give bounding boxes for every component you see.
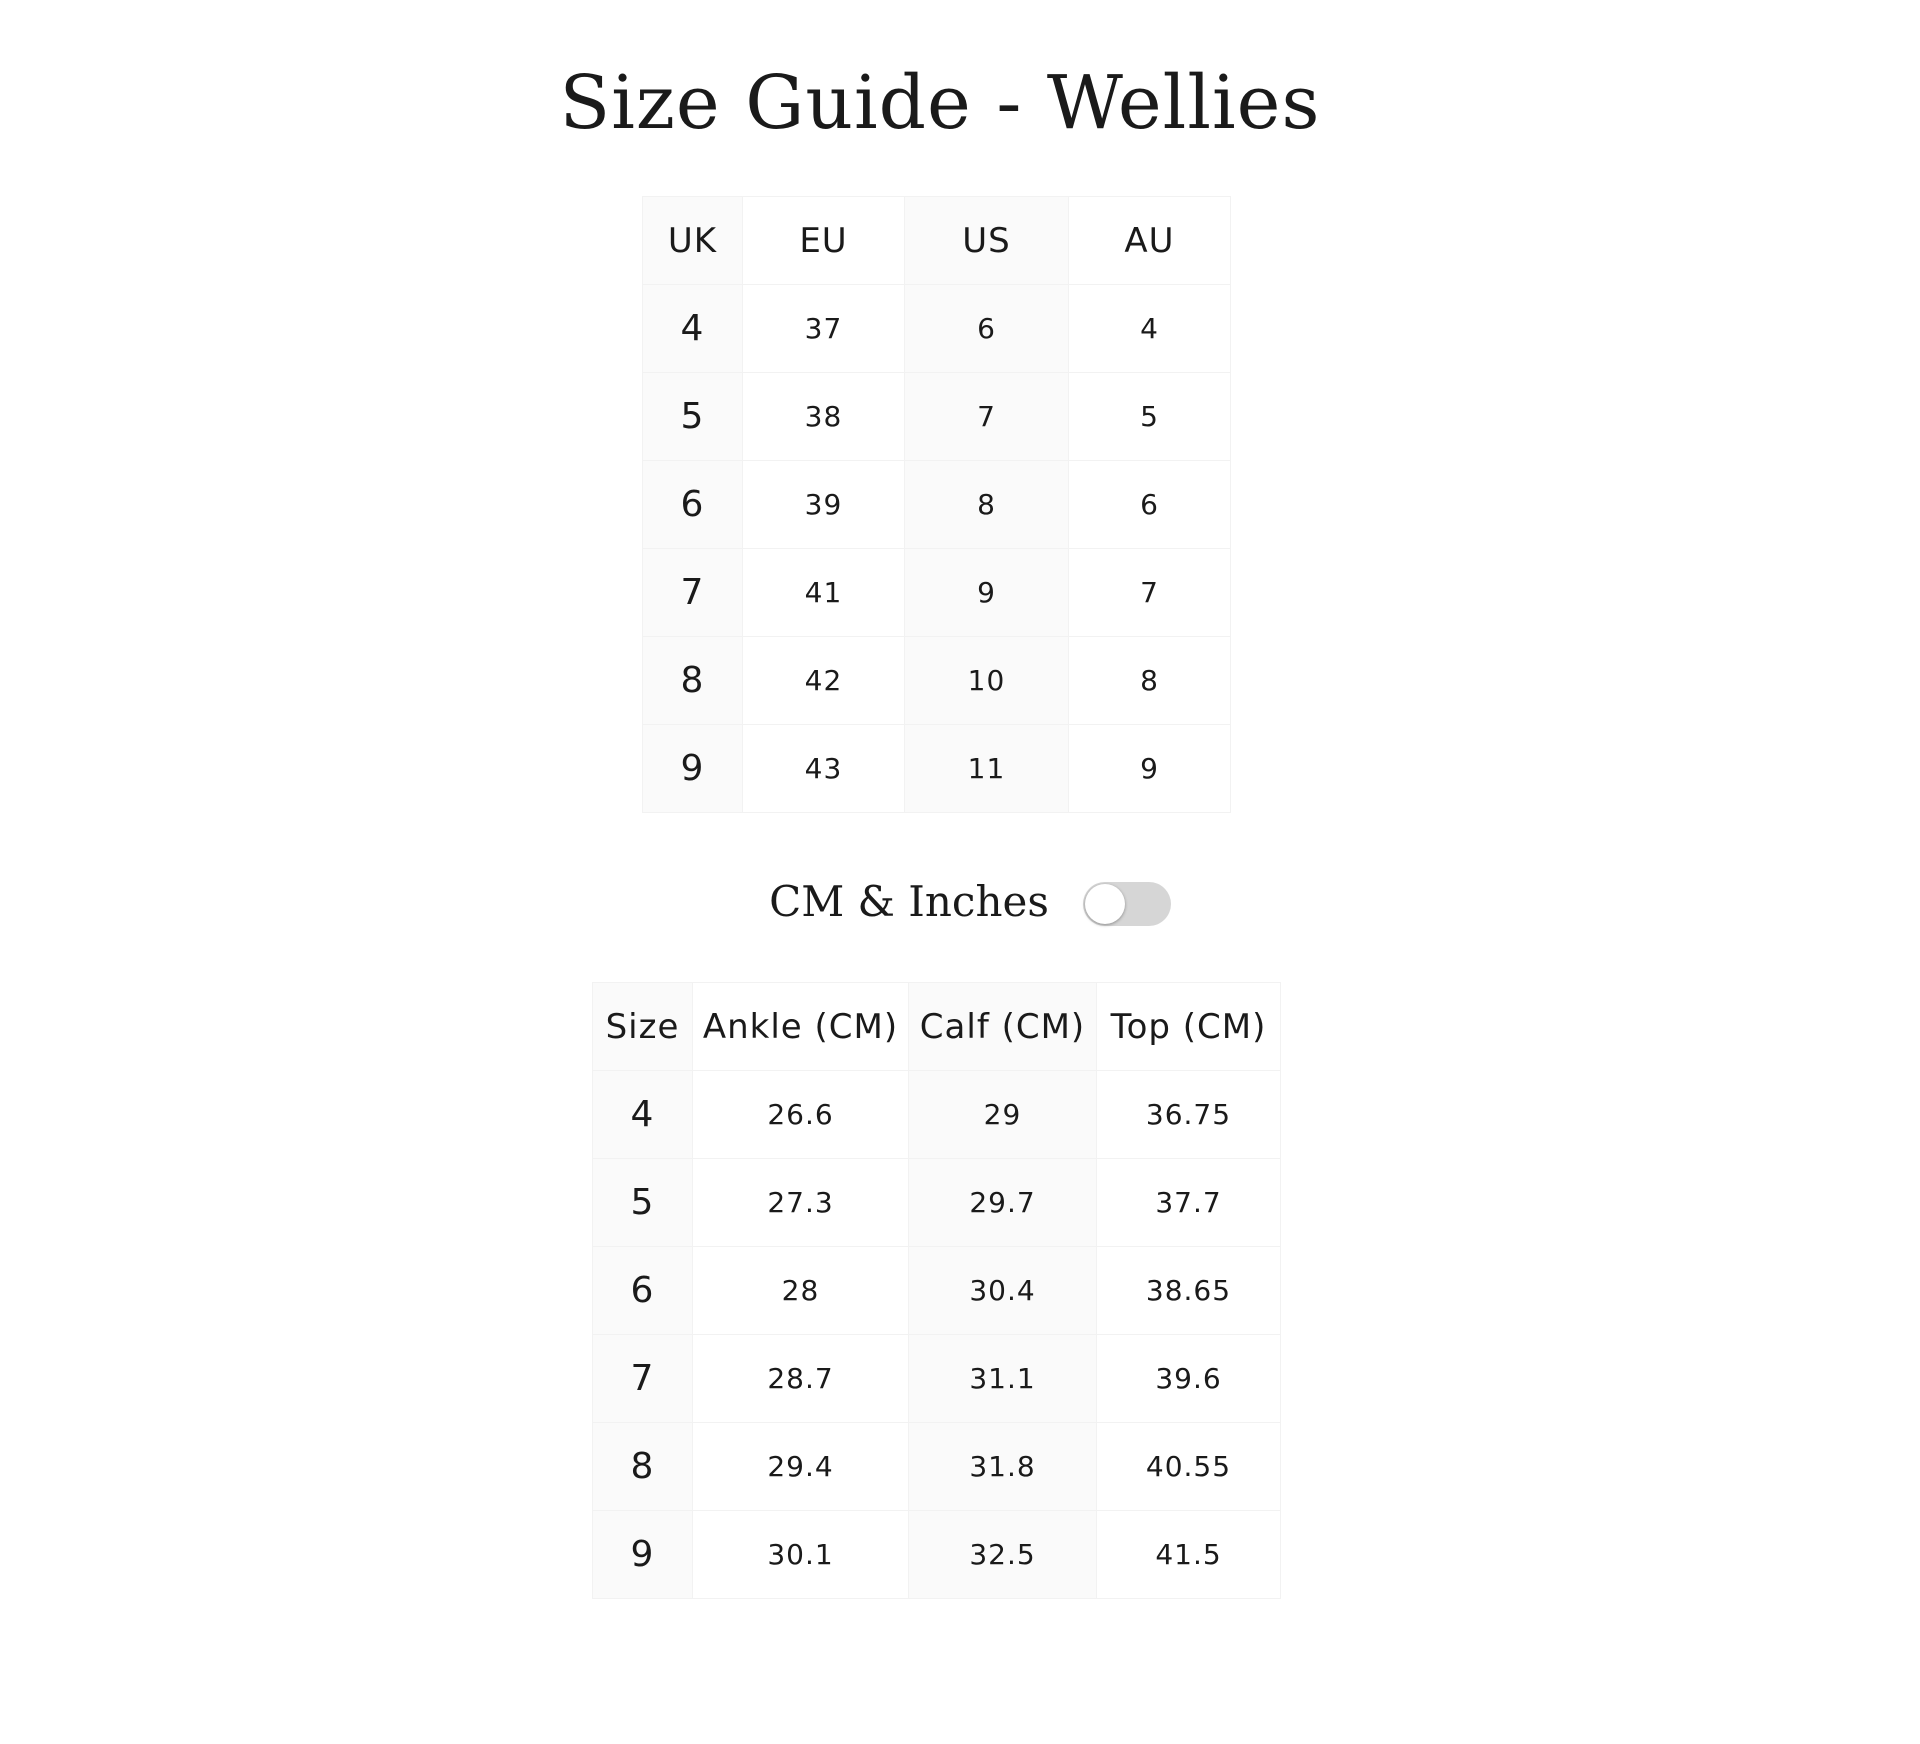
cell-top: 41.5 [1097, 1511, 1281, 1599]
cell-au: 6 [1069, 461, 1231, 549]
cell-top: 36.75 [1097, 1071, 1281, 1159]
table-row [643, 461, 1231, 549]
cell-top: 38.65 [1097, 1247, 1281, 1335]
cell-ankle: 28 [693, 1247, 909, 1335]
table-header-row [643, 197, 1231, 285]
header-ankle: Ankle (CM) [693, 983, 909, 1071]
cell-size: 7 [593, 1335, 693, 1423]
cell-ankle: 28.7 [693, 1335, 909, 1423]
cell-size: 9 [593, 1511, 693, 1599]
header-eu: EU [743, 197, 905, 285]
unit-toggle-label: CM & Inches [769, 876, 1049, 926]
cell-eu: 41 [743, 549, 905, 637]
cell-eu: 38 [743, 373, 905, 461]
cell-ankle: 30.1 [693, 1511, 909, 1599]
header-size: Size [593, 983, 693, 1071]
cell-calf: 30.4 [909, 1247, 1097, 1335]
cell-au: 8 [1069, 637, 1231, 725]
header-au: AU [1069, 197, 1231, 285]
table-row [643, 725, 1231, 813]
cell-ankle: 26.6 [693, 1071, 909, 1159]
cell-au: 5 [1069, 373, 1231, 461]
cell-us: 7 [905, 373, 1069, 461]
table-row [593, 1247, 1281, 1335]
cell-us: 8 [905, 461, 1069, 549]
table-row [643, 373, 1231, 461]
cm-inches-toggle-switch[interactable] [1083, 882, 1171, 926]
cell-calf: 29.7 [909, 1159, 1097, 1247]
cell-calf: 32.5 [909, 1511, 1097, 1599]
header-uk: UK [643, 197, 743, 285]
cell-us: 11 [905, 725, 1069, 813]
cell-eu: 43 [743, 725, 905, 813]
cell-top: 39.6 [1097, 1335, 1281, 1423]
size-conversion-table [642, 196, 1231, 813]
cell-calf: 31.1 [909, 1335, 1097, 1423]
cell-size: 4 [593, 1071, 693, 1159]
unit-toggle-row [0, 876, 1880, 926]
table-row [643, 285, 1231, 373]
cell-uk: 9 [643, 725, 743, 813]
table-row [643, 637, 1231, 725]
cell-size: 8 [593, 1423, 693, 1511]
cell-uk: 4 [643, 285, 743, 373]
cell-ankle: 29.4 [693, 1423, 909, 1511]
header-us: US [905, 197, 1069, 285]
cell-ankle: 27.3 [693, 1159, 909, 1247]
measurements-table [592, 982, 1281, 1599]
cell-us: 6 [905, 285, 1069, 373]
cell-au: 9 [1069, 725, 1231, 813]
cell-uk: 7 [643, 549, 743, 637]
cell-calf: 31.8 [909, 1423, 1097, 1511]
table-row [643, 549, 1231, 637]
cell-us: 9 [905, 549, 1069, 637]
cell-size: 6 [593, 1247, 693, 1335]
cell-uk: 6 [643, 461, 743, 549]
page-title: Size Guide - Wellies [559, 60, 1321, 146]
cell-top: 37.7 [1097, 1159, 1281, 1247]
cell-au: 7 [1069, 549, 1231, 637]
cell-size: 5 [593, 1159, 693, 1247]
table-row [593, 1335, 1281, 1423]
cell-us: 10 [905, 637, 1069, 725]
toggle-knob[interactable] [1085, 884, 1125, 924]
cell-uk: 5 [643, 373, 743, 461]
cell-eu: 37 [743, 285, 905, 373]
header-top: Top (CM) [1097, 983, 1281, 1071]
table-row [593, 1423, 1281, 1511]
cell-calf: 29 [909, 1071, 1097, 1159]
table-row [593, 1071, 1281, 1159]
cell-au: 4 [1069, 285, 1231, 373]
cell-uk: 8 [643, 637, 743, 725]
cell-eu: 39 [743, 461, 905, 549]
table-header-row [593, 983, 1281, 1071]
cell-eu: 42 [743, 637, 905, 725]
cell-top: 40.55 [1097, 1423, 1281, 1511]
table-row [593, 1159, 1281, 1247]
header-calf: Calf (CM) [909, 983, 1097, 1071]
table-row [593, 1511, 1281, 1599]
